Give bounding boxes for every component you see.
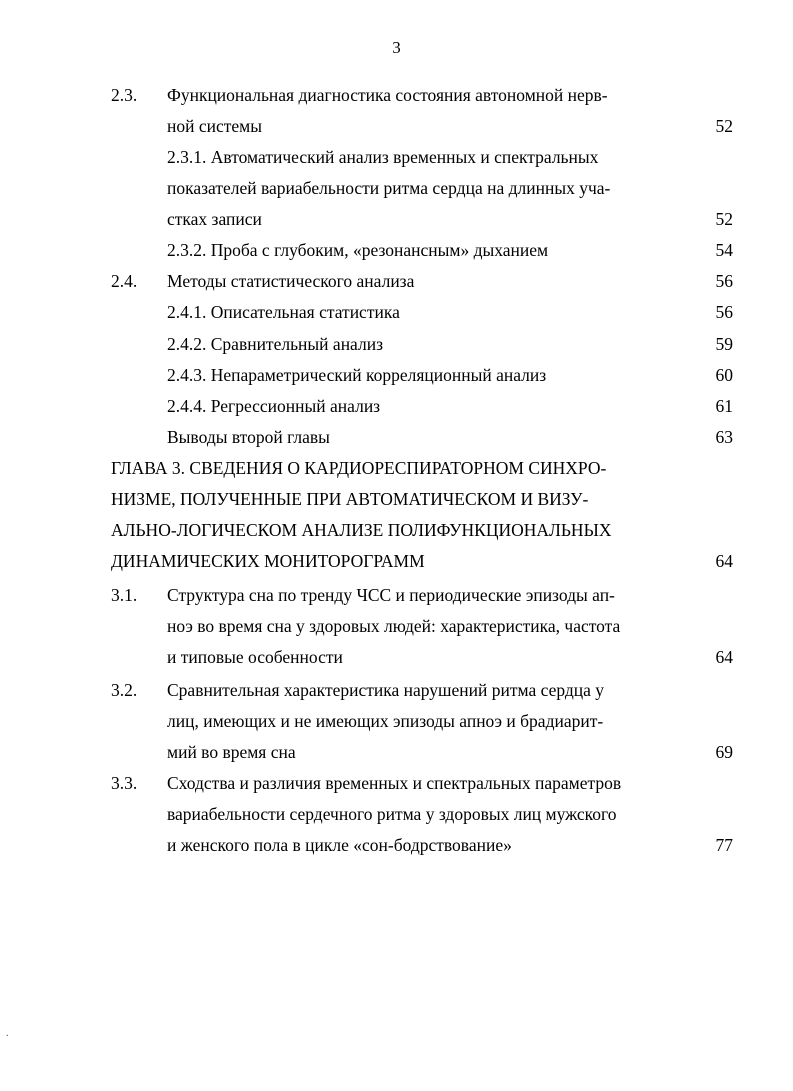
toc-entry-page: 54 — [715, 240, 733, 260]
toc-entry-page: 52 — [715, 209, 733, 229]
toc-entry-page: 61 — [715, 396, 733, 416]
toc-entry-number: 2.4. — [111, 271, 138, 291]
toc-entry-title-line: Методы статистического анализа — [167, 271, 415, 291]
toc-entry-title-line: ГЛАВА 3. СВЕДЕНИЯ О КАРДИОРЕСПИРАТОРНОМ СИНХРО- — [111, 458, 607, 478]
toc-entry-number: 3.2. — [111, 680, 138, 700]
toc-entry-title-line: 2.3.1. Автоматический анализ временных и спектральных — [167, 147, 599, 167]
toc-entry-number: 2.3. — [111, 85, 138, 105]
toc-entry-title-line: Структура сна по тренду ЧСС и периодические эпизоды ап- — [167, 585, 615, 605]
toc-entry-title-line: Сравнительная характеристика нарушений ритма сердца у — [167, 680, 605, 700]
toc-entry-title-line: и женского пола в цикле «сон-бодрствование» — [167, 835, 512, 855]
page-number: 3 — [392, 38, 401, 57]
toc-entry-title-line: 2.4.1. Описательная статистика — [167, 302, 400, 322]
toc-entry-page: 69 — [715, 742, 733, 762]
toc-entry-title-line: НИЗМЕ, ПОЛУЧЕННЫЕ ПРИ АВТОМАТИЧЕСКОМ И ВИЗУ- — [111, 489, 589, 509]
toc-entry-page: 56 — [715, 271, 733, 291]
toc-entry-title-line: мий во время сна — [167, 742, 296, 762]
toc-entry-title-line: ДИНАМИЧЕСКИХ МОНИТОРОГРАММ — [111, 551, 425, 571]
toc-entry-page: 52 — [715, 116, 733, 136]
margin-mark: . — [6, 1028, 9, 1039]
toc-entry-title-line: стках записи — [167, 209, 262, 229]
toc-entry-title-line: показателей вариабельности ритма сердца на длинных уча- — [167, 178, 611, 198]
toc-entry-title-line: ной системы — [167, 116, 263, 136]
toc-entry-page: 77 — [715, 835, 733, 855]
toc-entry-title-line: Сходства и различия временных и спектральных параметров — [167, 773, 622, 793]
toc-entry-title-line: вариабельности сердечного ритма у здоровых лиц мужского — [167, 804, 617, 824]
toc-entry-title-line: 2.4.3. Непараметрический корреляционный анализ — [167, 365, 547, 385]
toc-entry-title-line: 2.4.4. Регрессионный анализ — [167, 396, 381, 416]
toc-entry-title-line: 2.3.2. Проба с глубоким, «резонансным» дыханием — [167, 240, 549, 260]
toc-entry-title-line: 2.4.2. Сравнительный анализ — [167, 334, 383, 354]
toc-entry-title-line: ноэ во время сна у здоровых людей: характеристика, частота — [167, 616, 621, 636]
toc-entry-title-line: Выводы второй главы — [167, 427, 330, 447]
toc-entry-title-line: АЛЬНО-ЛОГИЧЕСКОМ АНАЛИЗЕ ПОЛИФУНКЦИОНАЛЬНЫХ — [111, 520, 612, 540]
toc-entry-title-line: лиц, имеющих и не имеющих эпизоды апноэ и брадиарит- — [167, 711, 604, 731]
toc-entry-number: 3.1. — [111, 585, 138, 605]
toc-entry-page: 63 — [715, 427, 733, 447]
toc-entry-page: 59 — [715, 334, 733, 354]
toc-entry-page: 64 — [715, 551, 733, 571]
toc-entry-title-line: Функциональная диагностика состояния автономной нерв- — [167, 85, 608, 105]
toc-entry-page: 60 — [715, 365, 733, 385]
toc-entry-page: 56 — [715, 302, 733, 322]
toc-entry-number: 3.3. — [111, 773, 138, 793]
toc-entry-title-line: и типовые особенности — [167, 647, 343, 667]
toc-entry-page: 64 — [715, 647, 733, 667]
